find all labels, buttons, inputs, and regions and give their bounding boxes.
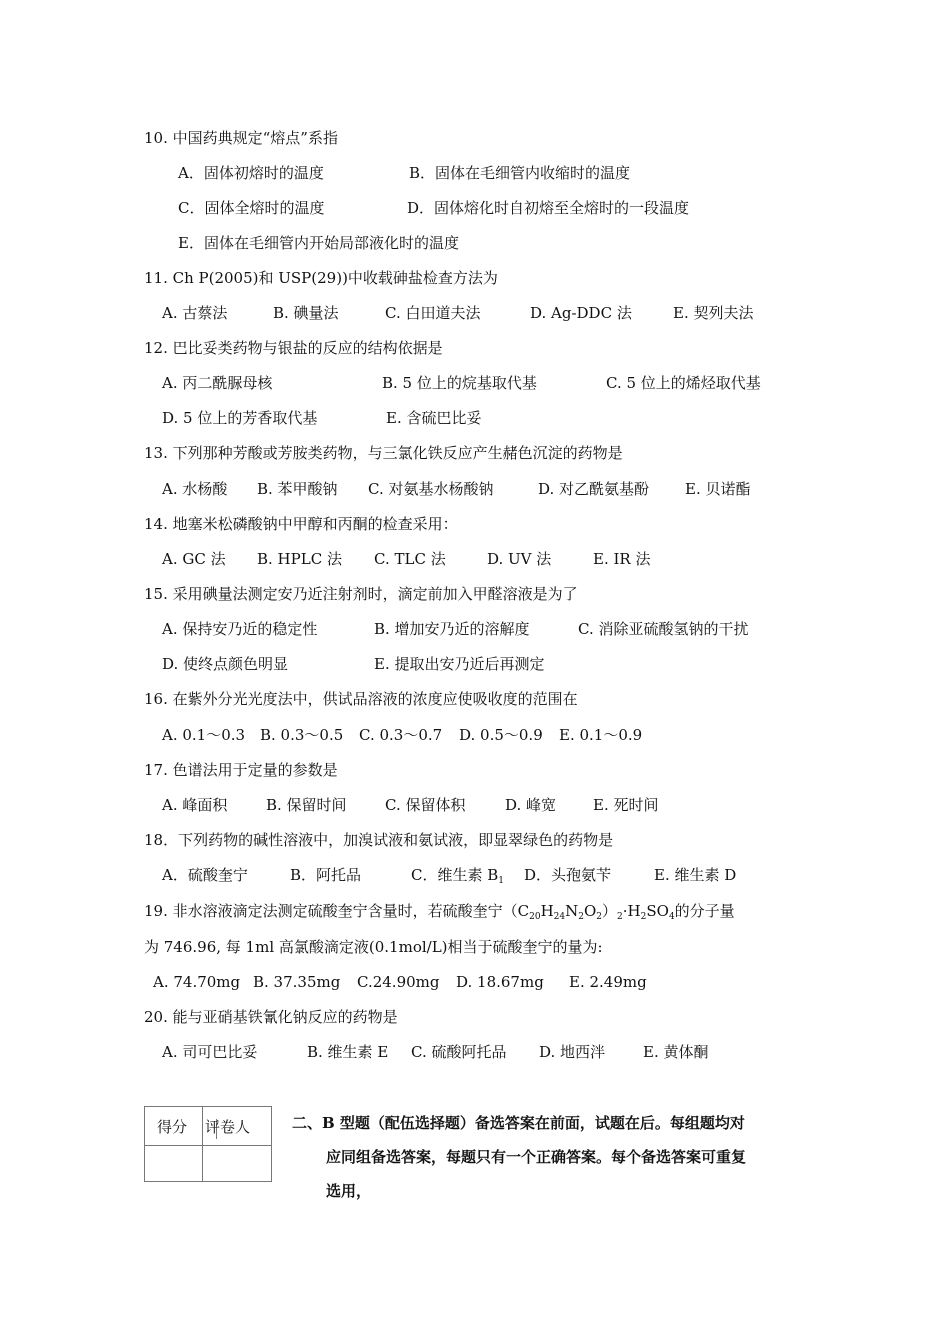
question-20-stem: 20. 能与亚硝基铁氰化钠反应的药物是 <box>144 1008 398 1026</box>
q16-option-b: B. 0.3～0.5 <box>260 726 344 744</box>
q12-option-a: A. 丙二酰脲母核 <box>162 374 273 392</box>
table-divider <box>145 1145 271 1146</box>
q16-option-d: D. 0.5～0.9 <box>459 726 543 744</box>
q10-option-b: B．固体在毛细管内收缩时的温度 <box>409 164 631 182</box>
grader-label: 评卷人 <box>205 1118 251 1136</box>
q13-option-b: B. 苯甲酸钠 <box>257 480 338 498</box>
q12-option-c: C. 5 位上的烯烃取代基 <box>606 374 761 392</box>
question-18-stem: 18．下列药物的碱性溶液中，加溴试液和氨试液，即显翠绿色的药物是 <box>144 831 614 849</box>
q16-option-a: A. 0.1～0.3 <box>162 726 246 744</box>
q14-option-b: B. HPLC 法 <box>257 550 342 568</box>
q12-option-e: E. 含硫巴比妥 <box>386 409 482 427</box>
q15-option-e: E. 提取出安乃近后再测定 <box>374 655 545 673</box>
q19-stem-part: 19. 非水溶液滴定法测定硫酸奎宁含量时，若硫酸奎宁（C <box>144 902 530 920</box>
section-b-line2: 应同组备选答案，每题只有一个正确答案。每个备选答案可重复 <box>326 1148 747 1166</box>
q20-option-e: E. 黄体酮 <box>643 1043 709 1061</box>
q10-option-e: E．固体在毛细管内开始局部液化时的温度 <box>178 234 459 252</box>
section-b-heading <box>292 1106 812 1208</box>
q14-option-d: D. UV 法 <box>487 550 552 568</box>
question-19-stem <box>144 901 735 921</box>
question-13-stem: 13. 下列那种芳酸或芳胺类药物，与三氯化铁反应产生赭色沉淀的药物是 <box>144 444 623 462</box>
q19-option-e: E. 2.49mg <box>569 973 647 991</box>
q14-option-e: E. IR 法 <box>593 550 651 568</box>
q18-option-b: B．阿托品 <box>290 866 362 884</box>
question-11-stem: 11. Ch P(2005)和 USP(29))中收载砷盐检查方法为 <box>144 269 498 287</box>
q15-option-b: B. 增加安乃近的溶解度 <box>374 620 530 638</box>
q17-option-a: A. 峰面积 <box>162 796 228 814</box>
q18-option-c <box>411 865 504 885</box>
q13-option-a: A. 水杨酸 <box>162 480 228 498</box>
score-table <box>144 1106 272 1182</box>
q19-stem-part: ） <box>602 902 618 920</box>
q20-option-d: D. 地西泮 <box>539 1043 606 1061</box>
q17-option-e: E. 死时间 <box>593 796 659 814</box>
section-b-line1: 二、B 型题（配伍选择题）备选答案在前面，试题在后。每组题均对 <box>292 1114 745 1132</box>
q10-option-d: D．固体熔化时自初熔至全熔时的一段温度 <box>407 199 690 217</box>
q19-stem-part: O <box>583 902 597 920</box>
question-10-stem: 10. 中国药典规定“熔点”系指 <box>144 129 338 147</box>
q11-option-e: E. 契列夫法 <box>673 304 754 322</box>
q19-stem-part: 的分子量 <box>674 902 735 920</box>
q12-option-d: D. 5 位上的芳香取代基 <box>162 409 318 427</box>
q11-option-d: D. Ag-DDC 法 <box>530 304 632 322</box>
q17-option-b: B. 保留时间 <box>266 796 347 814</box>
q19-option-a: A. 74.70mg <box>153 973 241 991</box>
question-12-stem: 12. 巴比妥类药物与银盐的反应的结构依据是 <box>144 339 443 357</box>
q10-option-a: A．固体初熔时的温度 <box>178 164 324 182</box>
q13-option-e: E. 贝诺酯 <box>685 480 751 498</box>
score-label: 得分 <box>157 1118 188 1136</box>
q11-option-a: A. 古蔡法 <box>162 304 228 322</box>
q17-option-d: D. 峰宽 <box>505 796 557 814</box>
question-14-stem: 14. 地塞米松磷酸钠中甲醇和丙酮的检查采用： <box>144 515 458 533</box>
q19-stem-part: ·H <box>622 902 641 920</box>
q19-sub: 4 <box>668 912 675 922</box>
q19-sub: 2 <box>578 912 584 922</box>
q20-option-a: A. 司可巴比妥 <box>162 1043 258 1061</box>
q16-option-e: E. 0.1～0.9 <box>559 726 643 744</box>
q19-sub: 2 <box>640 912 647 922</box>
q18-option-c-text: C．维生素 B <box>411 866 499 884</box>
q14-option-a: A. GC 法 <box>162 550 226 568</box>
q19-sub: 24 <box>553 912 566 922</box>
q20-option-c: C. 硫酸阿托品 <box>411 1043 507 1061</box>
question-16-stem: 16. 在紫外分光光度法中，供试品溶液的浓度应使吸收度的范围在 <box>144 690 578 708</box>
q18-option-c-subscript: 1 <box>498 876 505 886</box>
q18-option-e: E. 维生素 D <box>654 866 737 884</box>
q19-stem-part: H <box>540 902 554 920</box>
q19-stem-part: SO <box>646 902 669 920</box>
q19-sub: 2 <box>617 912 623 922</box>
q11-option-c: C. 白田道夫法 <box>385 304 481 322</box>
q13-option-d: D. 对乙酰氨基酚 <box>538 480 650 498</box>
q10-option-c: C．固体全熔时的温度 <box>178 199 325 217</box>
q11-option-b: B. 碘量法 <box>273 304 339 322</box>
q19-stem-part: N <box>565 902 579 920</box>
q19-option-b: B. 37.35mg <box>253 973 341 991</box>
q17-option-c: C. 保留体积 <box>385 796 466 814</box>
q19-sub: 20 <box>529 912 541 922</box>
q16-option-c: C. 0.3～0.7 <box>359 726 443 744</box>
q13-option-c: C. 对氨基水杨酸钠 <box>368 480 494 498</box>
q19-option-d: D. 18.67mg <box>456 973 544 991</box>
section-b-line3: 选用， <box>326 1182 372 1200</box>
table-divider <box>202 1107 203 1181</box>
q19-option-c: C.24.90mg <box>357 973 440 991</box>
q20-option-b: B. 维生素 E <box>307 1043 389 1061</box>
question-17-stem: 17. 色谱法用于定量的参数是 <box>144 761 338 779</box>
q12-option-b: B. 5 位上的烷基取代基 <box>382 374 537 392</box>
question-19-stem-line2: 为 746.96, 每 1ml 高氯酸滴定液(0.1mol/L)相当于硫酸奎宁的量为: <box>144 938 603 956</box>
q14-option-c: C. TLC 法 <box>374 550 446 568</box>
q19-sub: 2 <box>596 912 603 922</box>
q18-option-d: D．头孢氨苄 <box>524 866 612 884</box>
q15-option-d: D. 使终点颜色明显 <box>162 655 289 673</box>
question-15-stem: 15. 采用碘量法测定安乃近注射剂时，滴定前加入甲醛溶液是为了 <box>144 585 578 603</box>
q15-option-c: C. 消除亚硫酸氢钠的干扰 <box>578 620 749 638</box>
q15-option-a: A. 保持安乃近的稳定性 <box>162 620 318 638</box>
q18-option-a: A．硫酸奎宁 <box>162 866 248 884</box>
